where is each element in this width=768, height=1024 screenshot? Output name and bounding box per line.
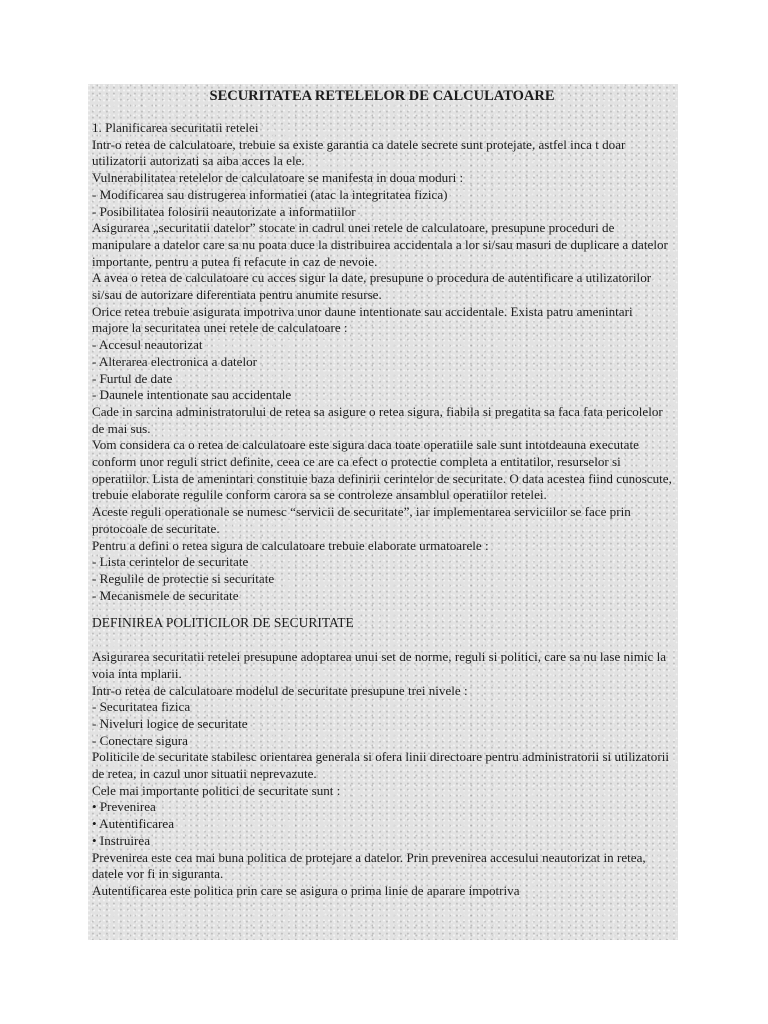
section-2 [92,649,672,900]
paragraph: Asigurarea „securitatii datelor” stocate in cadrul unei retele de calculatoare, presupune proceduri de manipulare a datelor care sa nu poata duce la distribuirea accidentala a lor si/sau masuri de duplicare a datelor importante, pentru a putea fi refacute in caz de nevoie. [92,220,668,269]
paragraph: Vulnerabilitatea retelelor de calculatoare se manifesta in doua moduri : [92,170,464,186]
paragraph: Vom considera ca o retea de calculatoare este sigura daca toate operatiile sale sunt intotdeauna executate conform unor reguli strict definite, ceea ce are ca efect o protectie completa a entitatilor, resurselor si operatiilor. Lista de amenintari constituie baza definirii cerintelor de securitate. O data acestea fiind cunoscute, trebuie elaborate regulile conform carora sa se controleze ansamblul operatiilor retelei. [92,437,672,503]
list-item: - Modificarea sau distrugerea informatiei (atac la integritatea fizica) [92,186,448,202]
paragraph: Orice retea trebuie asigurata impotriva unor daune intentionate sau accidentale. Exista patru amenintari majore la securitatea unei retele de calculatoare : [92,303,633,336]
paragraph: Pentru a defini o retea sigura de calculatoare trebuie elaborate urmatoarele : [92,537,489,553]
list-item: - Niveluri logice de securitate [92,715,248,731]
paragraph: Cele mai importante politici de securitate sunt : [92,782,341,798]
document-content [88,88,678,900]
section-1 [92,120,672,604]
paragraph: Autentificarea este politica prin care se asigura o prima linie de aparare impotriva [92,882,520,898]
paragraph: Cade in sarcina administratorului de retea sa asigure o retea sigura, fiabila si pregatita sa faca fata pericolelor de mai sus. [92,403,663,436]
list-item: - Accesul neautorizat [92,337,203,353]
document-title: SECURITATEA RETELELOR DE CALCULATOARE [209,88,555,104]
bullet-item: • Autentificarea [92,816,175,832]
list-item: - Securitatea fizica [92,699,191,715]
bullet-item: • Prevenirea [92,799,156,815]
paragraph: Intr-o retea de calculatoare, trebuie sa existe garantia ca datele secrete sunt protejate, astfel inca t doar utilizatorii autorizati sa aiba acces la ele. [92,136,626,169]
list-item: - Alterarea electronica a datelor [92,353,258,369]
list-item: - Daunele intentionate sau accidentale [92,387,292,403]
paragraph: Asigurarea securitatii retelei presupune adoptarea unui set de norme, reguli si politici, care sa nu lase nimic la voia inta mplarii. [92,649,667,681]
paragraph: Politicile de securitate stabilesc orientarea generala si ofera linii directoare pentru administratorii si utilizatorii de retea, in cazul unor situatii neprevazute. [92,749,669,782]
bullet-item: • Instruirea [92,832,151,848]
list-item: - Furtul de date [92,370,173,386]
paragraph: Aceste reguli operationale se numesc “servicii de securitate”, iar implementarea serviciilor se face prin protocoale de securitate. [92,504,631,536]
list-item: - Lista cerintelor de securitate [92,554,249,570]
list-item: - Regulile de protectie si securitate [92,570,275,586]
section-heading: DEFINIREA POLITICILOR DE SECURITATE [92,615,354,631]
list-item: - Conectare sigura [92,732,188,748]
paragraph: Prevenirea este cea mai buna politica de protejare a datelor. Prin prevenirea accesului neautorizat in retea, datele vor fi in siguranta. [92,849,646,882]
list-item: - Posibilitatea folosirii neautorizate a informatiilor [92,203,356,219]
paragraph: Intr-o retea de calculatoare modelul de securitate presupune trei nivele : [92,682,468,698]
document-page [88,84,678,940]
paragraph: A avea o retea de calculatoare cu acces sigur la date, presupune o procedura de autentificare a utilizatorilor si/sau de autorizare diferentiata pentru anumite resurse. [92,270,652,303]
paragraph: 1. Planificarea securitatii retelei [92,120,259,135]
list-item: - Mecanismele de securitate [92,587,239,603]
